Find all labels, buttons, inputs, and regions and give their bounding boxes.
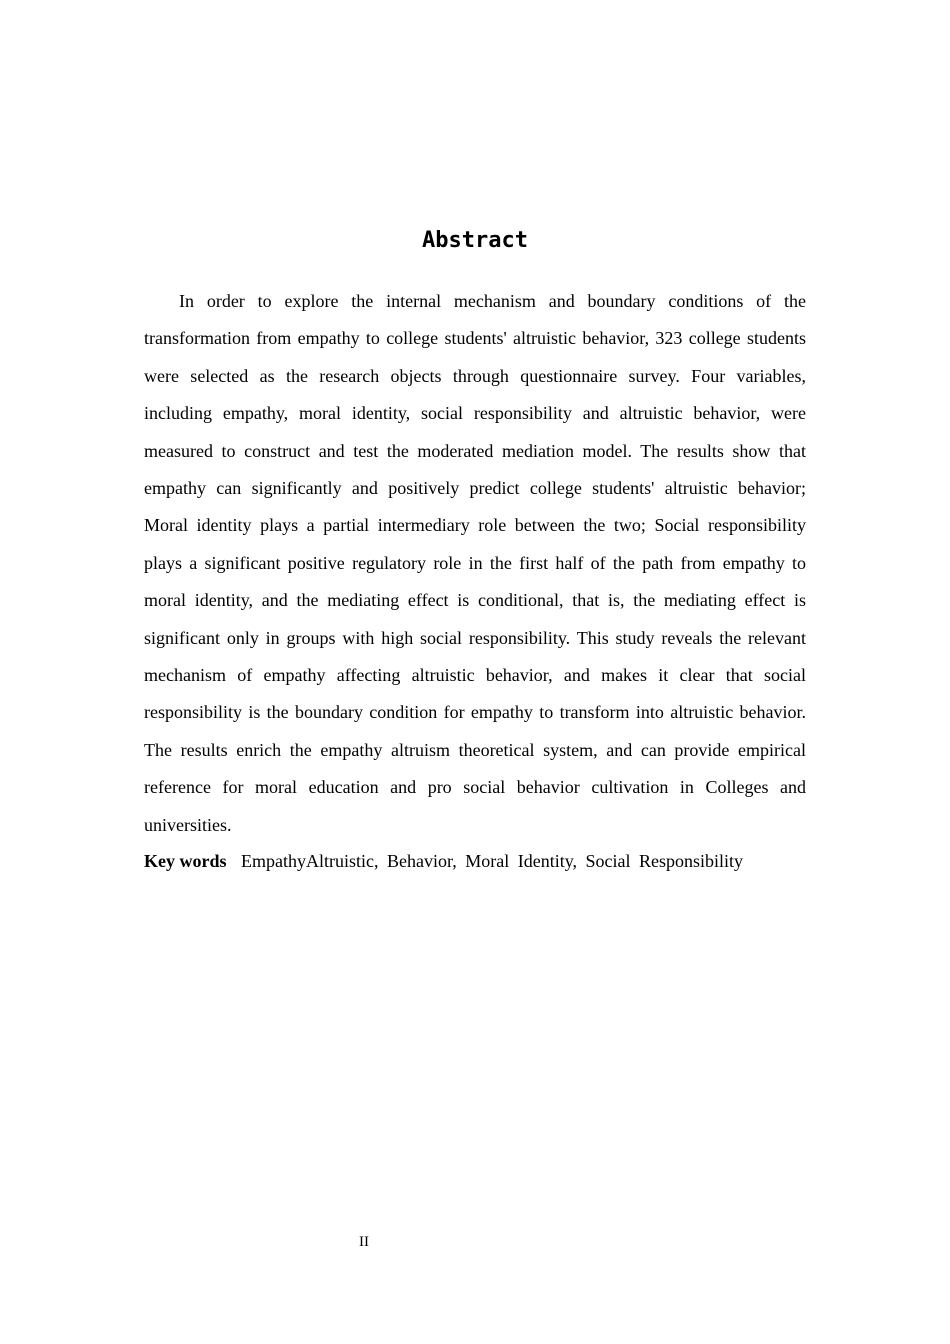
keywords-label: Key words [144, 851, 227, 871]
page-number: II [359, 1234, 369, 1250]
abstract-title: Abstract [422, 228, 528, 253]
abstract-body: In order to explore the internal mechanism and boundary conditions of the transformation from empathy to college students' altruistic behavior, 323 college students were selected as the research objects through questionnaire survey. Four variables, including empathy, moral identity, social responsibility and altruistic behavior, were measured to construct and test the moderated mediation model. The results show that empathy can significantly and positively predict college students' altruistic behavior; Moral identity plays a partial intermediary role between the two; Social responsibility plays a significant positive regulatory role in the first half of the path from empathy to moral identity, and the mediating effect is conditional, that is, the mediating effect is significant only in groups with high social responsibility. This study reveals the relevant mechanism of empathy affecting altruistic behavior, and makes it clear that social responsibility is the boundary condition for empathy to transform into altruistic behavior. The results enrich the empathy altruism theoretical system, and can provide empirical reference for moral education and pro social behavior cultivation in Colleges and universities. [144, 291, 806, 835]
keywords-line [144, 846, 806, 876]
keywords-value: EmpathyAltruistic, Behavior, Moral Identity, Social Responsibility [241, 851, 744, 871]
